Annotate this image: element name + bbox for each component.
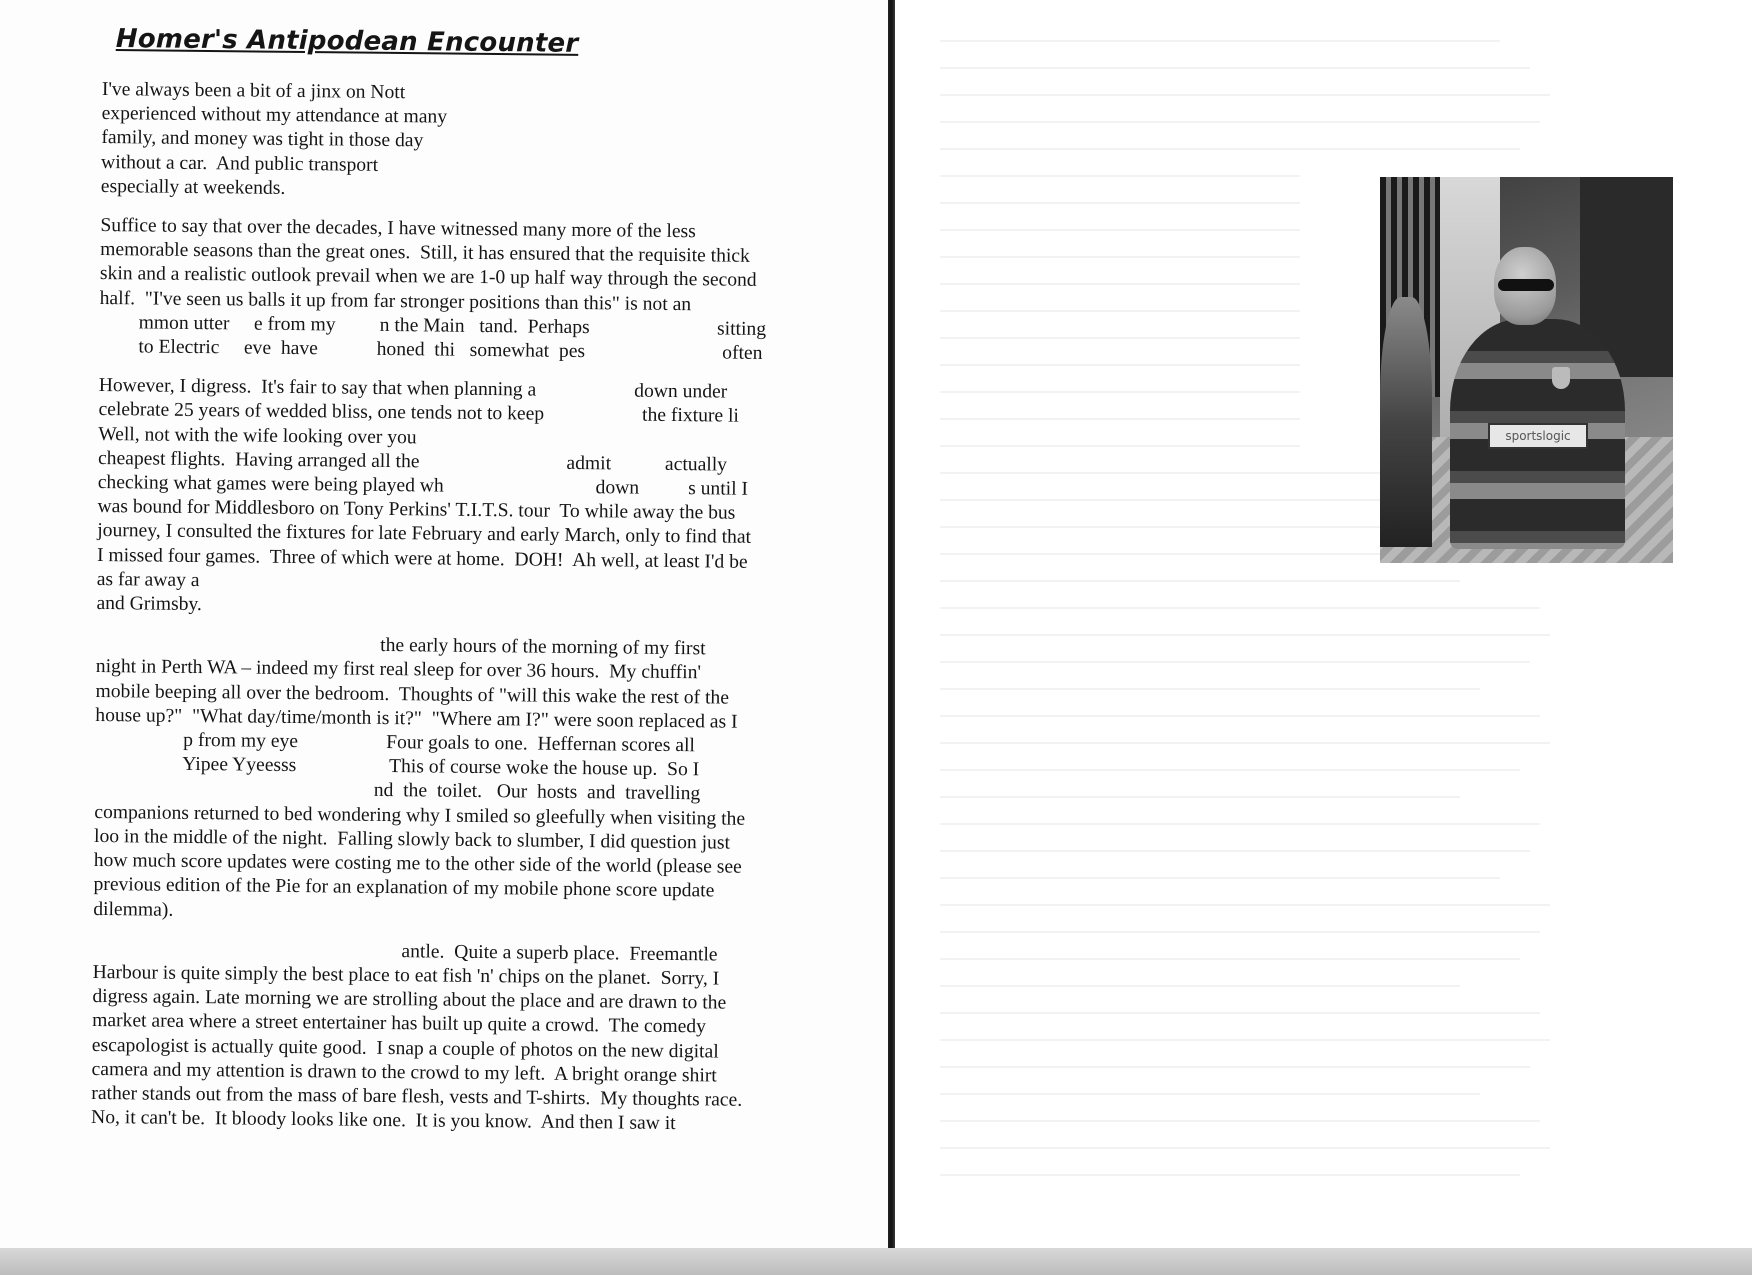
show-through-line (940, 337, 1300, 339)
text-line: previous edition of the Pie for an explanation of my mobile phone score update (93, 874, 715, 902)
club-crest-icon (1552, 367, 1570, 389)
text-line: dilemma). (93, 898, 174, 921)
show-through-line (940, 364, 1300, 366)
text-line: camera and my attention is drawn to the crowd to my left. A bright orange shirt (91, 1058, 717, 1087)
text-line: and Grimsby. (96, 593, 203, 616)
left-page (0, 0, 892, 1250)
supporter-photo (1380, 177, 1673, 563)
text-line: digress again. Late morning we are strolling about the place and are drawn to the (92, 986, 727, 1014)
text-line: p from my eye Four goals to one. Heffernan scores all (94, 729, 696, 757)
show-through-line (940, 1120, 1540, 1122)
show-through-line (940, 121, 1540, 123)
show-through-line (940, 391, 1300, 393)
shirt-sponsor: sportslogic (1488, 423, 1588, 449)
text-line: without a car. And public transport (101, 151, 379, 176)
show-through-line (940, 661, 1530, 663)
article-body (91, 78, 830, 1153)
sunglasses-icon (1498, 279, 1554, 291)
text-line: mmon utter e from my n the Main tand. Perhaps sitting (99, 311, 767, 340)
article-paragraph (101, 78, 830, 207)
bystander-figure (1380, 297, 1432, 547)
text-line: I missed four games. Three of which were at home. DOH! Ah well, at least I'd be (96, 544, 748, 573)
article-paragraph (99, 214, 828, 367)
text-line: how much score updates were costing me to the other side of the world (please see (93, 850, 742, 878)
article-title: Homer's Antipodean Encounter (115, 24, 579, 59)
show-through-line (940, 1012, 1540, 1014)
show-through-line (940, 1147, 1550, 1149)
show-through-line (940, 607, 1540, 609)
show-through-line (940, 418, 1300, 420)
text-line: Suffice to say that over the decades, I have witnessed many more of the less (100, 215, 696, 243)
text-line: skin and a realistic outlook prevail when we are 1-0 up half way through the second (99, 263, 757, 292)
text-line: half. "I've seen us balls it up from far stronger positions than this" is not an (99, 287, 692, 315)
text-line: the early hours of the morning of my first (95, 632, 706, 660)
text-line: cheapest flights. Having arranged all the admit actually (97, 447, 728, 476)
show-through-line (940, 94, 1550, 96)
text-line: No, it can't be. It bloody looks like one. It is you know. And then I saw it (91, 1107, 676, 1135)
show-through-line (940, 715, 1540, 717)
show-through-line (940, 283, 1300, 285)
show-through-line (940, 742, 1550, 744)
show-through-line (940, 1174, 1520, 1176)
show-through-line (940, 67, 1530, 69)
show-through-line (940, 634, 1550, 636)
text-line: market area where a street entertainer has built up quite a crowd. The comedy (92, 1010, 707, 1038)
text-line: escapologist is actually quite good. I snap a couple of photos on the new digital (91, 1034, 719, 1063)
show-through-line (940, 769, 1520, 771)
text-line: Well, not with the wife looking over you (98, 423, 417, 448)
show-through-line (940, 580, 1460, 582)
article-paragraph (91, 937, 821, 1138)
show-through-line (940, 229, 1300, 231)
text-line: to Electric eve have honed thi somewhat pes often (99, 336, 763, 364)
text-line: Harbour is quite simply the best place to eat fish 'n' chips on the planet. Sorry, I (92, 961, 720, 990)
text-line: I've always been a bit of a jinx on Nott (101, 78, 406, 104)
show-through-line (940, 796, 1460, 798)
text-line: as far away a (96, 568, 200, 591)
text-line: experienced without my attendance at many (101, 103, 448, 128)
text-line: rather stands out from the mass of bare flesh, vests and T-shirts. My thoughts race. (91, 1082, 743, 1111)
show-through-line (940, 850, 1530, 852)
show-through-line (940, 256, 1300, 258)
article-paragraph (93, 631, 824, 929)
show-through-line (940, 688, 1480, 690)
show-through-line (940, 1039, 1550, 1041)
text-line: house up?" "What day/time/month is it?" "Where am I?" were soon replaced as I (95, 704, 738, 733)
text-line: family, and money was tight in those day (101, 127, 424, 152)
show-through-line (940, 931, 1540, 933)
show-through-line (940, 985, 1460, 987)
show-through-line (940, 148, 1520, 150)
text-line: celebrate 25 years of wedded bliss, one tends not to keep the fixture li (98, 399, 740, 428)
text-line: Yipee Yyeesss This of course woke the house up. So I (94, 753, 700, 781)
show-through-line (940, 1093, 1480, 1095)
text-line: checking what games were being played wh down s until I (97, 472, 749, 500)
article-paragraph (96, 374, 826, 624)
show-through-line (940, 1066, 1530, 1068)
text-line: loo in the middle of the night. Falling slowly back to slumber, I did question just (93, 825, 731, 854)
text-line: especially at weekends. (100, 175, 286, 199)
text-line: journey, I consulted the fixtures for late February and early March, only to find that (97, 520, 752, 549)
show-through-line (940, 904, 1550, 906)
text-line: antle. Quite a superb place. Freemantle (92, 937, 718, 966)
text-line: was bound for Middlesboro on Tony Perkins' T.I.T.S. tour To while away the bus (97, 496, 736, 524)
show-through-line (940, 202, 1300, 204)
show-through-line (940, 958, 1520, 960)
text-line: memorable seasons than the great ones. Still, it has ensured that the requisite thick (100, 239, 750, 268)
text-line: nd the toilet. Our hosts and travelling (94, 777, 701, 805)
show-through-line (940, 877, 1500, 879)
text-line: companions returned to bed wondering why I smiled so gleefully when visiting the (94, 801, 746, 830)
scan-bottom-edge (0, 1248, 1752, 1275)
show-through-line (940, 823, 1540, 825)
text-line: mobile beeping all over the bedroom. Thoughts of "will this wake the rest of the (95, 680, 730, 709)
show-through-line (940, 175, 1300, 177)
show-through-line (940, 40, 1500, 42)
show-through-line (940, 310, 1300, 312)
text-line: night in Perth WA – indeed my first real sleep for over 36 hours. My chuffin' (95, 656, 702, 684)
text-line: However, I digress. It's fair to say that when planning a down under (98, 375, 728, 403)
show-through-line (940, 445, 1300, 447)
